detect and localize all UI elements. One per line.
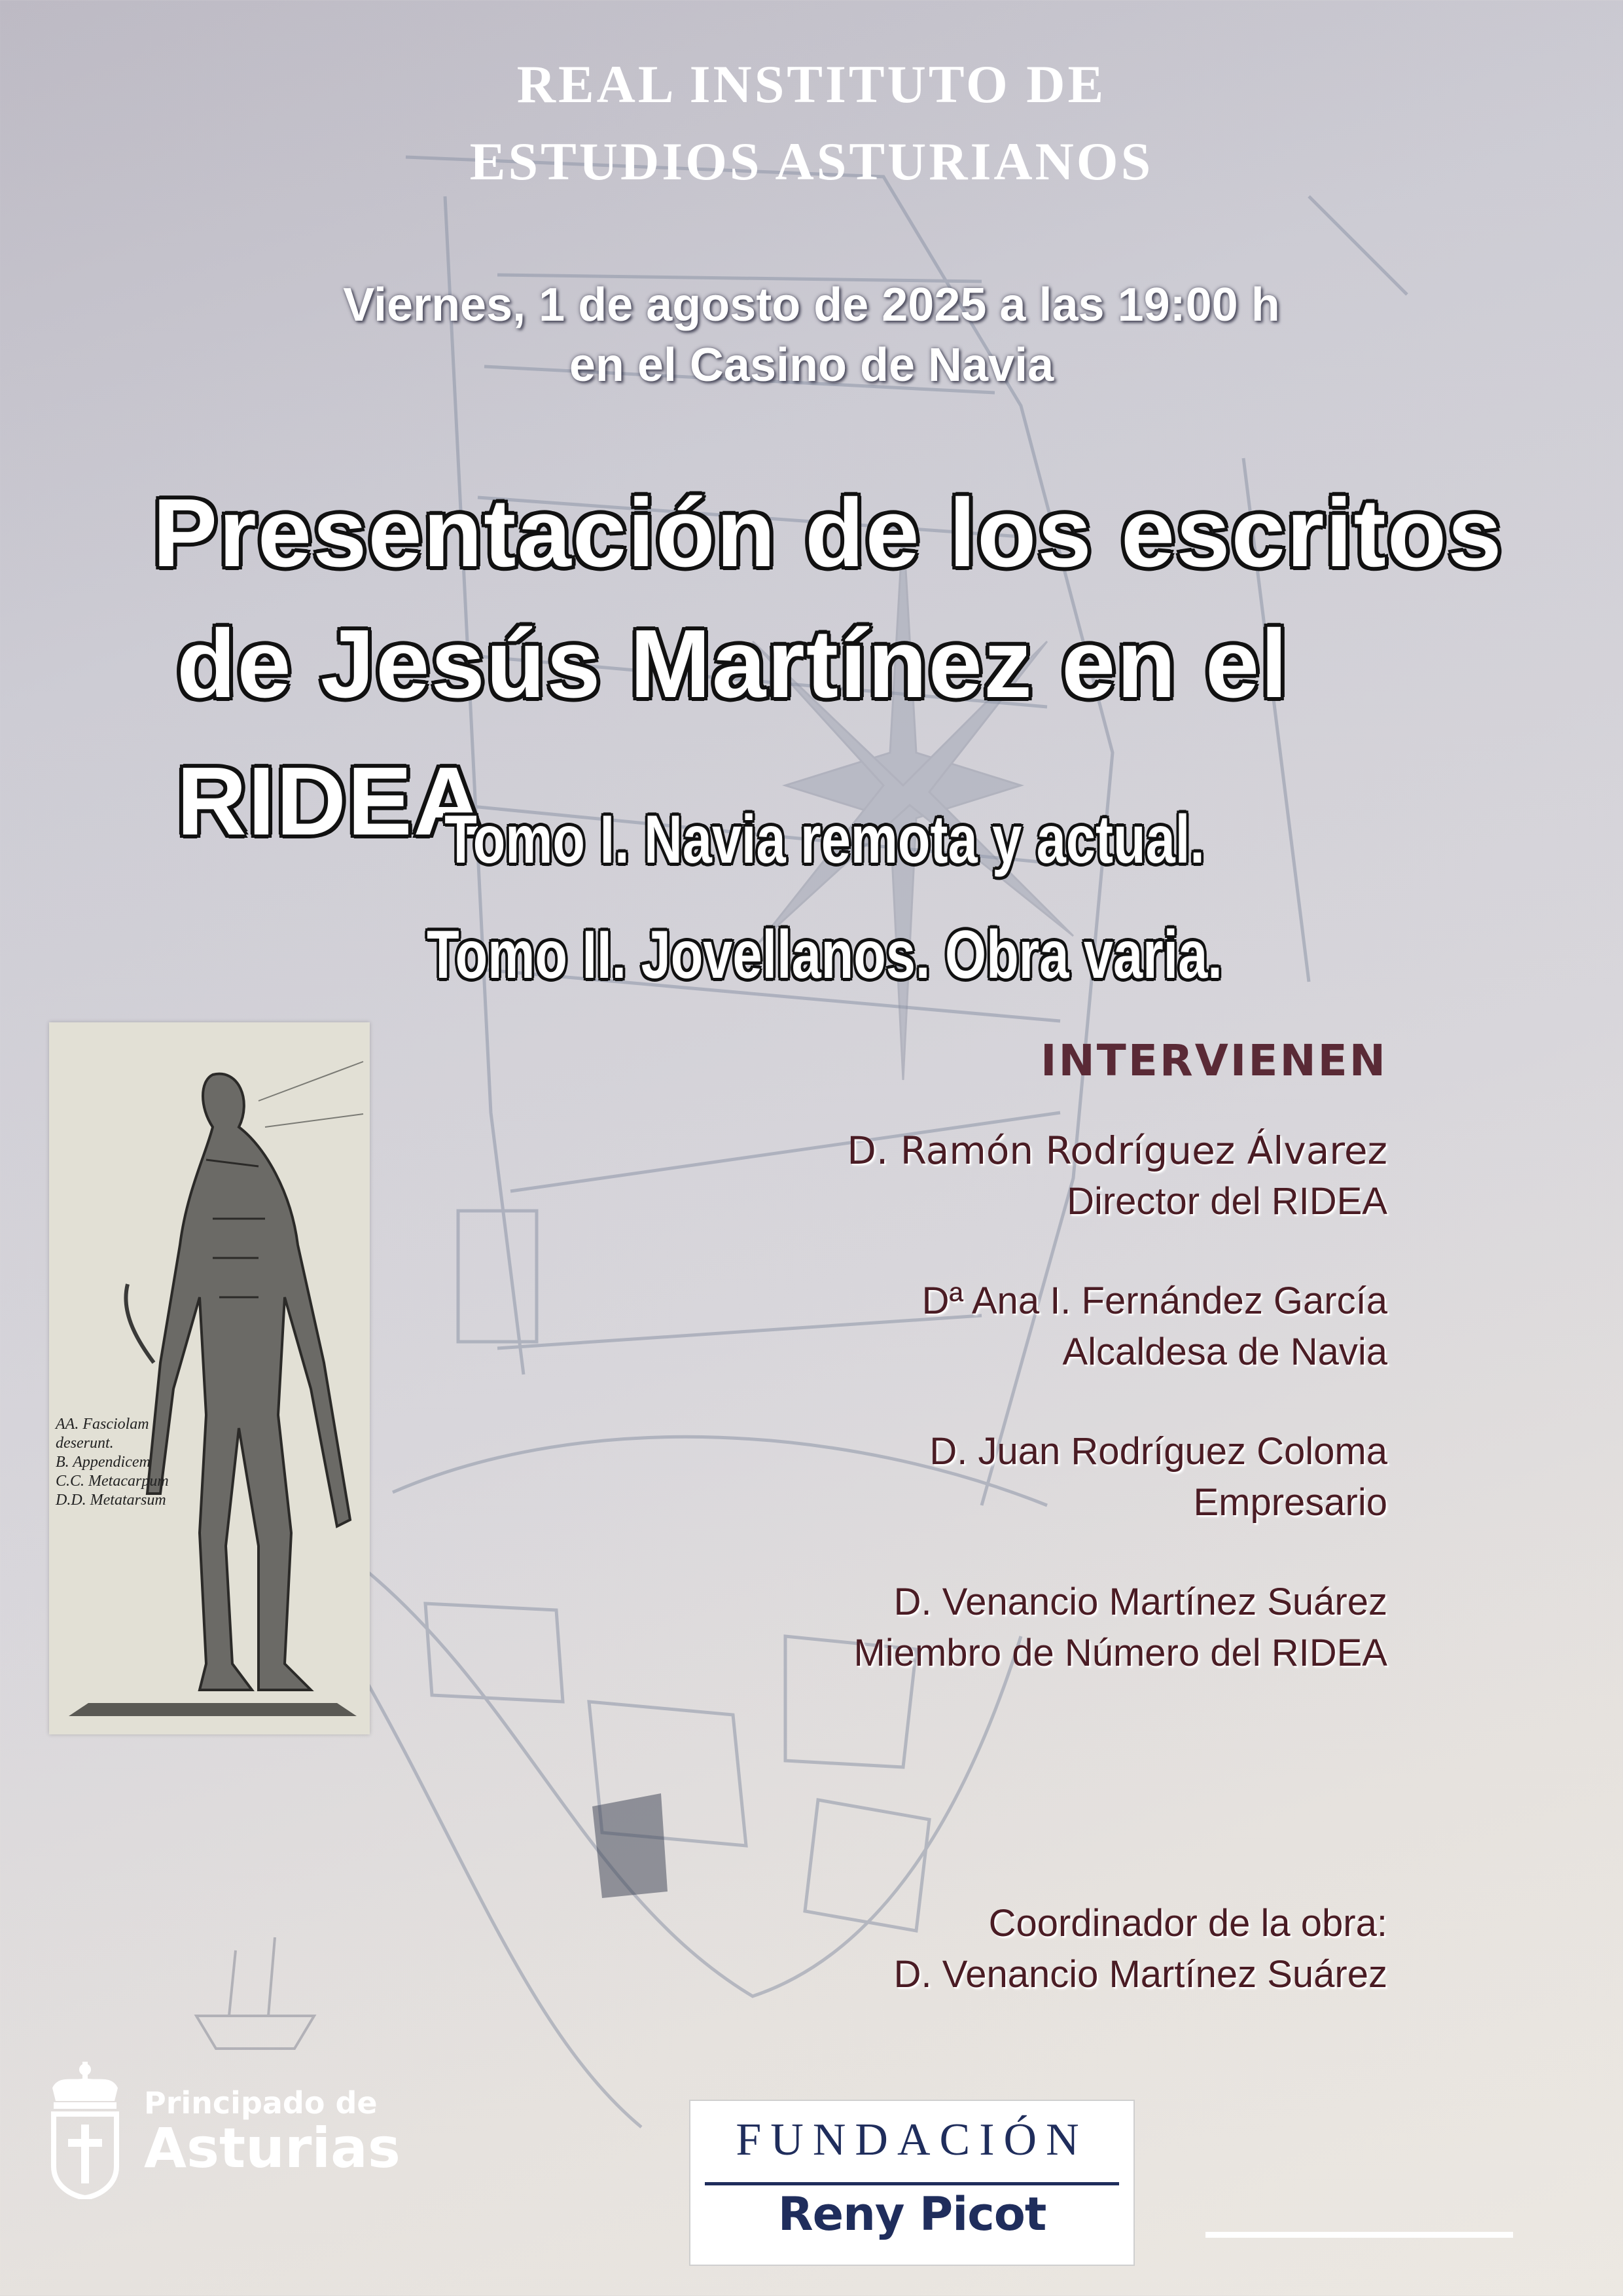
- speaker-role: Miembro de Número del RIDEA: [853, 1632, 1387, 1674]
- event-date: Viernes, 1 de agosto de 2025 a las 19:00 h: [343, 279, 1280, 331]
- coordinator-label: Coordinador de la obra:: [988, 1902, 1387, 1945]
- principado-asturias-logo: [46, 2062, 401, 2199]
- asturias-line2: Asturias: [144, 2116, 401, 2180]
- speaker-role: Director del RIDEA: [1067, 1180, 1387, 1223]
- volume-2: Tomo II. Jovellanos. Obra varia.: [427, 917, 1222, 993]
- main-title-line2: de Jesús Martínez en el RIDEA: [177, 610, 1289, 855]
- speaker-role: Alcaldesa de Navia: [1062, 1331, 1387, 1373]
- logo-divider: [705, 2182, 1119, 2185]
- caption-line: B. Appendicem: [56, 1454, 151, 1471]
- caption-line: deserunt.: [56, 1435, 114, 1452]
- coordinator-block: [894, 1898, 1387, 2000]
- caption-line: D.D. Metatarsum: [56, 1492, 166, 1509]
- asturias-crest-icon: [46, 2062, 124, 2199]
- speaker: [847, 1276, 1387, 1378]
- caption-line: C.C. Metacarpum: [56, 1473, 169, 1490]
- decorative-rule: [1205, 2232, 1513, 2238]
- volume-1: Tomo I. Navia remota y actual.: [444, 802, 1205, 878]
- coordinator-name: D. Venancio Martínez Suárez: [893, 1953, 1387, 1996]
- fundacion-text: FUNDACIÓN: [736, 2115, 1088, 2165]
- event-venue: en el Casino de Navia: [569, 339, 1054, 391]
- speaker-role: Empresario: [1193, 1481, 1387, 1524]
- caption-line: AA. Fasciolam: [56, 1416, 149, 1433]
- speakers-block: [847, 1035, 1387, 1679]
- engraving-figure: [49, 1022, 370, 1734]
- reny-picot-text: Reny Picot: [777, 2187, 1046, 2241]
- institute-name-line2: ESTUDIOS ASTURIANOS: [469, 132, 1154, 191]
- anatomical-engraving-image: [49, 1022, 370, 1734]
- engraving-caption: [56, 1415, 169, 1510]
- fundacion-reny-picot-logo: [689, 2100, 1135, 2266]
- speaker: [847, 1577, 1387, 1679]
- speaker-name: D. Ramón Rodríguez Álvarez: [847, 1128, 1387, 1173]
- speaker-name: D. Juan Rodríguez Coloma: [929, 1430, 1387, 1473]
- main-title-line1: Presentación de los escritos: [152, 479, 1503, 587]
- asturias-line1: Principado de: [144, 2085, 378, 2121]
- speaker: [847, 1125, 1387, 1227]
- speaker-name: Dª Ana I. Fernández García: [921, 1280, 1387, 1322]
- speaker-name: D. Venancio Martínez Suárez: [893, 1581, 1387, 1623]
- institute-name-line1: REAL INSTITUTO DE: [516, 54, 1107, 114]
- speakers-heading: INTERVIENEN: [1041, 1035, 1387, 1086]
- speaker: [847, 1426, 1387, 1528]
